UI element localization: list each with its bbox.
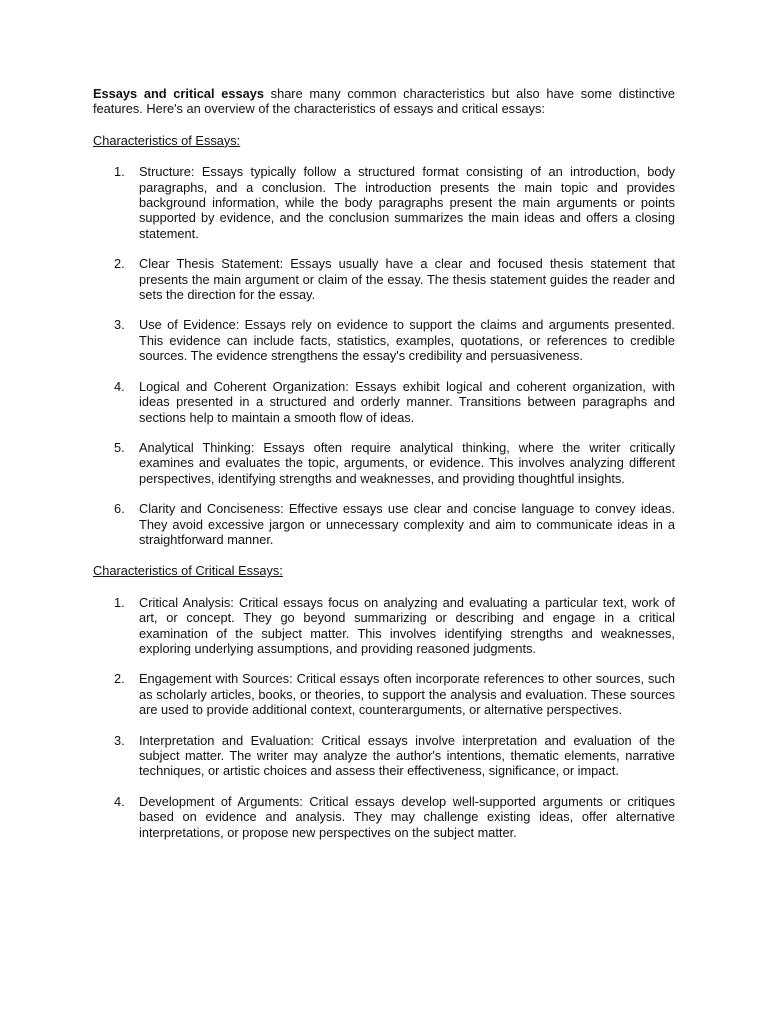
list-item [93, 671, 675, 717]
intro-bold-lead: Essays and critical essays [93, 86, 264, 101]
list-item [93, 256, 675, 302]
critical-essays-section-heading: Characteristics of Critical Essays: [93, 563, 283, 579]
list-number: 2. [114, 256, 125, 272]
list-item-text: Clarity and Conciseness: Effective essays use clear and concise language to convey ideas. They avoid excessive jargon or unnecessary complexity and aim to communicate ideas in a straightforward manner. [139, 501, 675, 547]
list-item [93, 501, 675, 547]
list-item-text: Analytical Thinking: Essays often require analytical thinking, where the writer critically examines and evaluates the topic, arguments, or evidence. This involves analyzing different perspectives, identifying strengths and weaknesses, and providing thoughtful insights. [139, 439, 675, 486]
list-item-text: Interpretation and Evaluation: Critical essays involve interpretation and evaluation of the subject matter. The writer may analyze the author's intentions, thematic elements, narrative techniques, or artistic choices and assess their effectiveness, significance, or impact. [139, 732, 675, 779]
list-number: 3. [114, 317, 125, 333]
list-item-text: Clear Thesis Statement: Essays usually have a clear and focused thesis statement that presents the main argument or claim of the essay. The thesis statement guides the reader and sets the direction for the essay. [139, 256, 675, 303]
list-item [93, 440, 675, 486]
list-number: 4. [114, 793, 125, 809]
list-number: 1. [114, 594, 125, 610]
critical-essays-list [93, 595, 675, 840]
essays-section-heading: Characteristics of Essays: [93, 132, 241, 148]
list-item [93, 595, 675, 657]
list-item-text: Structure: Essays typically follow a structured format consisting of an introduction, body paragraphs, and a conclusion. The introduction presents the main topic and provides background information, while the body paragraphs present the main arguments or points supported by evidence, and the conclusion summarizes the main ideas and offers a closing statement. [139, 164, 675, 241]
list-item-text: Use of Evidence: Essays rely on evidence to support the claims and arguments presented. This evidence can include facts, statistics, examples, quotations, or references to credible sources. The evidence strengthens the essay's credibility and persuasiveness. [139, 317, 675, 364]
list-item [93, 379, 675, 425]
document-page [93, 86, 675, 840]
list-item-text: Development of Arguments: Critical essays develop well-supported arguments or critiques based on evidence and analysis. They may challenge existing ideas, offer alternative interpretations, or propose new perspectives on the subject matter. [139, 793, 675, 840]
list-number: 2. [114, 671, 125, 687]
list-number: 4. [114, 378, 125, 394]
intro-text: share many common characteristics but also have some distinctive features. Here's an overview of the characteristics of essays and critical essays: [93, 86, 675, 117]
list-item [93, 164, 675, 241]
list-number: 3. [114, 732, 125, 748]
essays-list [93, 164, 675, 547]
list-item [93, 317, 675, 363]
list-item-text: Engagement with Sources: Critical essays often incorporate references to other sources, such as scholarly articles, books, or theories, to support the analysis and evaluation. These sources are used to provide additional context, counterarguments, or alternative perspectives. [139, 671, 675, 718]
intro-paragraph [93, 86, 675, 117]
list-item-text: Critical Analysis: Critical essays focus on analyzing and evaluating a particular text, work of art, or concept. They go beyond summarizing or describing and engage in a critical examination of the subject matter. This involves identifying strengths and weaknesses, exploring underlying assumptions, and providing reasoned judgments. [139, 594, 675, 656]
list-item-text: Logical and Coherent Organization: Essays exhibit logical and coherent organization, with ideas presented in a structured and orderly manner. Transitions between paragraphs and sections help to maintain a smooth flow of ideas. [139, 378, 675, 425]
list-number: 1. [114, 164, 125, 180]
list-item [93, 733, 675, 779]
list-item [93, 794, 675, 840]
list-number: 5. [114, 439, 125, 455]
list-number: 6. [114, 501, 125, 517]
